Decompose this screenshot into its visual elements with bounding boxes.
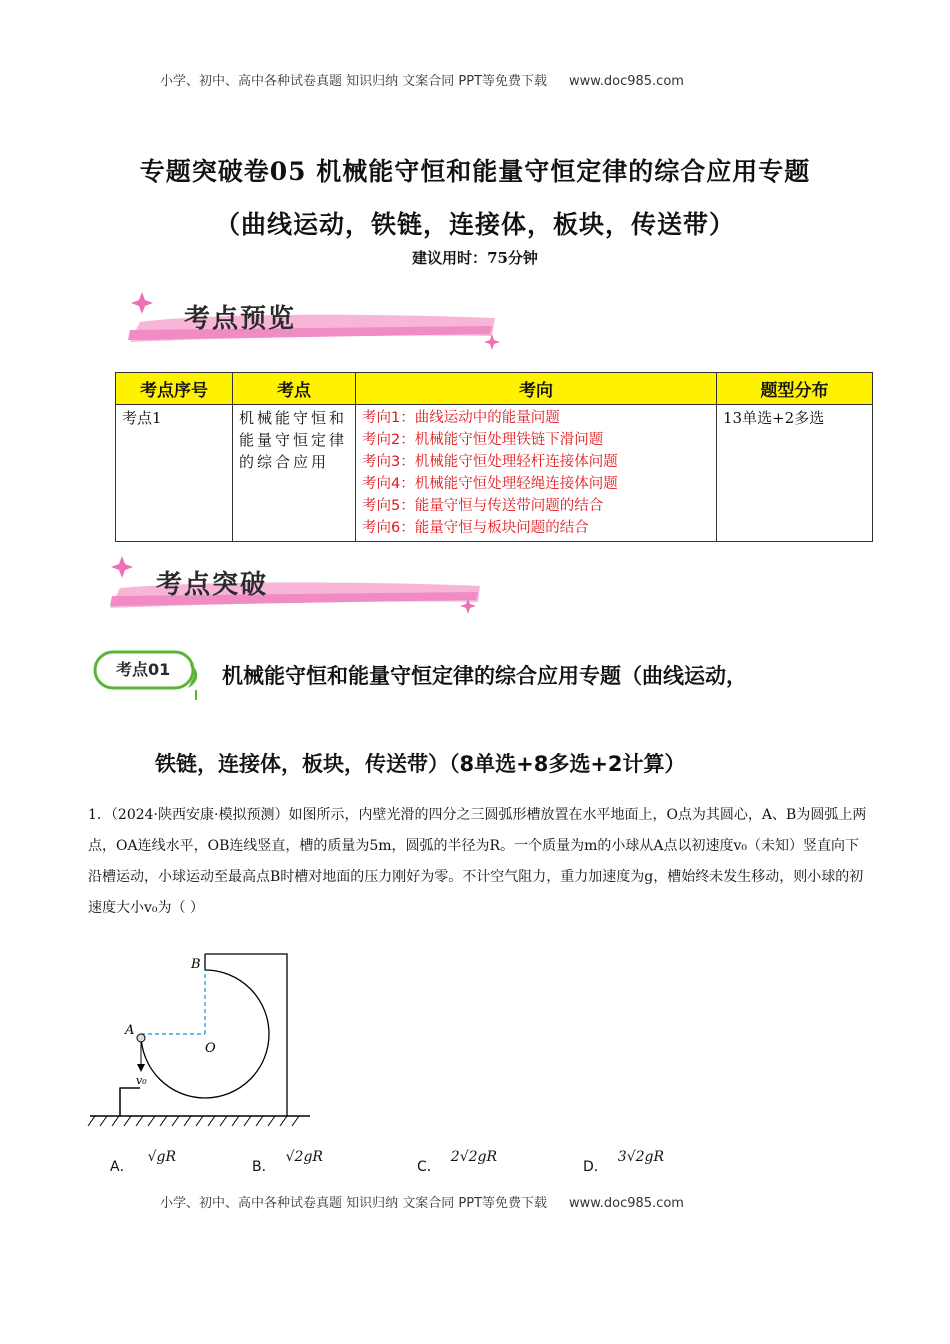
option-c-value: 2√2gR (450, 1149, 498, 1165)
page-subtitle: （曲线运动，铁链，连接体，板块，传送带） (214, 210, 735, 239)
label-A: A (125, 1023, 135, 1038)
option-d-value: 3√2gR (617, 1149, 665, 1165)
sparkle-icon (131, 292, 153, 314)
section-title-line1: 机械能守恒和能量守恒定律的综合应用专题（曲线运动， (222, 664, 747, 688)
direction-item: 考向3：机械能守恒处理轻杆连接体问题 (362, 454, 618, 470)
option-c[interactable] (417, 1149, 498, 1176)
header-site-link[interactable]: www.doc985.com (569, 74, 684, 89)
badge-label: 考点01 (116, 660, 171, 679)
cell-name: 机械能守恒和能量守恒定律的综合应用 (233, 405, 356, 542)
th-index: 考点序号 (116, 373, 233, 405)
question-figure (85, 950, 315, 1135)
table-row (116, 405, 873, 542)
sparkle-icon (111, 556, 133, 578)
option-d-label: D． (583, 1159, 608, 1175)
cell-directions (356, 405, 717, 542)
section-badge (92, 648, 204, 698)
option-a[interactable] (110, 1149, 177, 1176)
banner-preview-title: 考点预览 (184, 304, 297, 334)
page-title: 专题突破卷05 机械能守恒和能量守恒定律的综合应用专题 (139, 157, 811, 186)
label-B: B (191, 957, 201, 972)
direction-item: 考向4：机械能守恒处理轻绳连接体问题 (362, 476, 618, 492)
option-c-label: C． (417, 1159, 441, 1175)
cell-index: 考点1 (116, 405, 233, 542)
th-distribution: 题型分布 (717, 373, 873, 405)
direction-item: 考向1：曲线运动中的能量问题 (362, 410, 560, 426)
cell-distribution: 13单选+2多选 (717, 405, 873, 542)
direction-item: 考向2：机械能守恒处理铁链下滑问题 (362, 432, 604, 448)
banner-breakthrough-title: 考点突破 (156, 570, 269, 600)
footer-site-link[interactable]: www.doc985.com (569, 1196, 684, 1211)
direction-item: 考向6：能量守恒与板块问题的结合 (362, 520, 589, 536)
footer-text: 小学、初中、高中各种试卷真题 知识归纳 文案合同 PPT等免费下载 (160, 1196, 548, 1211)
question-text (88, 800, 868, 924)
label-v0: v₀ (136, 1074, 147, 1087)
label-O: O (205, 1041, 216, 1056)
time-value: 75分钟 (487, 249, 538, 267)
th-direction: 考向 (356, 373, 717, 405)
table-header-row (116, 373, 873, 405)
kaodian-table (115, 372, 873, 542)
page-footer (160, 1192, 684, 1211)
question-number: 1． (88, 807, 111, 823)
option-d[interactable] (583, 1149, 665, 1176)
option-a-label: A． (110, 1159, 134, 1175)
banner-preview (100, 284, 520, 354)
page-header (160, 70, 684, 89)
section-title-line2: 铁链，连接体，板块，传送带）（8单选+8多选+2计算） (155, 752, 686, 776)
option-a-value: √gR (147, 1149, 177, 1165)
option-b-value: √2gR (285, 1149, 323, 1165)
banner-breakthrough (90, 552, 510, 622)
time-label: 建议用时： (412, 249, 488, 267)
th-name: 考点 (233, 373, 356, 405)
banner-brush-icon (90, 552, 510, 622)
banner-brush-icon (100, 284, 520, 354)
direction-item: 考向5：能量守恒与传送带问题的结合 (362, 498, 604, 514)
question-body: 如图所示，内壁光滑的四分之三圆弧形槽放置在水平地面上，O点为其圆心，A、B为圆弧上两点，OA连线水平，OB连线竖直，槽的质量为5m，圆弧的半径为R。一个质量为m的小球从A点以初速度v₀（未知）竖直向下沿槽运动，小球运动至最高点B时槽对地面的压力刚好为零。不计空气阻力，重力加速度为g，槽始终未发生移动，则小球的初速度大小v₀为（ ） (88, 807, 867, 916)
sparkle-icon (484, 334, 500, 350)
option-b[interactable] (252, 1149, 323, 1176)
suggested-time (0, 247, 950, 268)
header-text: 小学、初中、高中各种试卷真题 知识归纳 文案合同 PPT等免费下载 (160, 74, 548, 89)
option-b-label: B． (252, 1159, 276, 1175)
question-source: （2024·陕西安康·模拟预测） (110, 807, 289, 823)
